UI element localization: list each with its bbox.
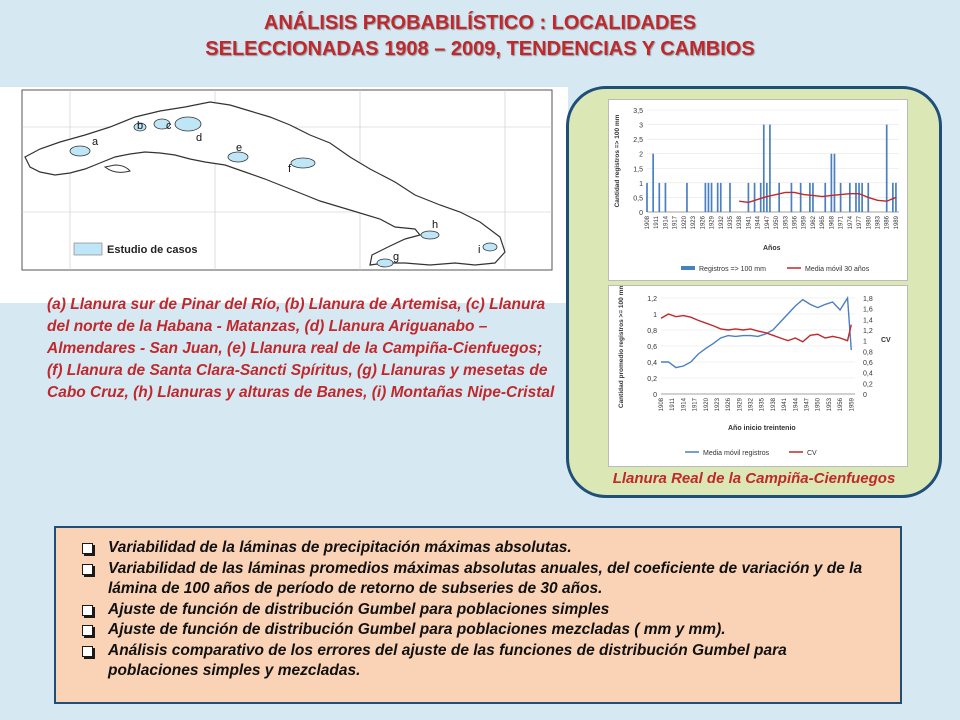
x-tick-label: 1917 bbox=[672, 216, 679, 230]
bar bbox=[809, 183, 811, 212]
y2-tick-label: 1,8 bbox=[863, 296, 873, 303]
chart-records-svg bbox=[609, 100, 907, 280]
region-label-i: i bbox=[478, 244, 481, 256]
bar bbox=[886, 125, 888, 212]
x-tick-label: 1965 bbox=[820, 216, 827, 230]
y2-tick-label: 1,2 bbox=[863, 328, 873, 335]
bar bbox=[834, 154, 836, 212]
bar bbox=[729, 183, 731, 212]
bar bbox=[855, 183, 857, 212]
y-tick-label: 1,2 bbox=[647, 296, 657, 303]
bar bbox=[652, 154, 654, 212]
panel-caption: Llanura Real de la Campiña-Cienfuegos bbox=[612, 470, 896, 487]
map-caption: (a) Llanura sur de Pinar del Río, (b) Llanura de Artemisa, (c) Llanura del norte de la Habana - Matanzas, (d) Llanura Ariguanabo – Almendares - San Juan, (e) Llanura real de la Campiña-Cienfuegos; (f) Llanura de Santa Clara-Sancti Spíritus, (g) Llanuras y mesetas de Cabo Cruz, (h) Llanuras y alturas de Banes, (i) Montañas Nipe-Cristal bbox=[47, 296, 555, 401]
chart-moving-average-cv bbox=[608, 285, 908, 467]
bar bbox=[840, 183, 842, 212]
y-tick-label: 3 bbox=[639, 122, 643, 130]
y2-tick-label: 0,8 bbox=[863, 349, 873, 357]
bar bbox=[717, 183, 719, 212]
y-tick-label: 2 bbox=[639, 151, 643, 159]
series-line-cv bbox=[661, 314, 851, 342]
square-bullet-icon bbox=[82, 646, 93, 657]
x-tick-label: 1962 bbox=[810, 216, 817, 230]
bar bbox=[686, 183, 688, 212]
y2-tick-label: 0,2 bbox=[863, 381, 873, 389]
objective-item bbox=[76, 559, 880, 600]
bar bbox=[763, 125, 765, 212]
x-tick-label: 1944 bbox=[793, 398, 800, 412]
bar bbox=[705, 183, 707, 212]
x-tick-label: 1971 bbox=[838, 216, 845, 230]
objective-text: Ajuste de función de distribución Gumbel para poblaciones mezcladas ( mm y mm). bbox=[108, 621, 726, 638]
cuba-map bbox=[0, 87, 568, 303]
bar bbox=[769, 125, 771, 212]
page-title bbox=[0, 10, 960, 62]
x-tick-label: 1929 bbox=[709, 216, 716, 230]
x-tick-label: 1953 bbox=[826, 398, 833, 412]
y-tick-label: 1,5 bbox=[633, 166, 643, 174]
bar bbox=[831, 154, 833, 212]
bar bbox=[665, 183, 667, 212]
region-label-g: g bbox=[393, 251, 400, 263]
y-tick-label: 0,8 bbox=[647, 328, 657, 335]
x-tick-label: 1956 bbox=[838, 398, 845, 412]
x-tick-label: 1947 bbox=[764, 216, 771, 230]
bar bbox=[754, 183, 756, 212]
cuba-map-svg bbox=[0, 87, 568, 303]
y-axis-label: Cantidad registros => 100 mm bbox=[614, 114, 621, 208]
legend-label-line: Media móvil 30 años bbox=[805, 266, 870, 273]
bar bbox=[892, 183, 894, 212]
x-tick-label: 1935 bbox=[759, 398, 766, 412]
x-tick-label: 1926 bbox=[700, 216, 707, 230]
objective-item bbox=[76, 538, 880, 559]
x-tick-label: 1908 bbox=[645, 216, 651, 230]
legend-swatch bbox=[74, 243, 102, 255]
y2-tick-label: 0 bbox=[863, 392, 867, 399]
chart-records-by-year bbox=[608, 99, 908, 281]
objectives-list bbox=[56, 528, 900, 682]
bar bbox=[711, 183, 713, 212]
x-tick-label: 1935 bbox=[727, 216, 734, 230]
x-tick-label: 1932 bbox=[748, 398, 755, 412]
region-label-d: d bbox=[196, 132, 203, 144]
x-tick-label: 1941 bbox=[782, 398, 789, 412]
y2-tick-label: 0,4 bbox=[863, 370, 873, 378]
legend-label: Estudio de casos bbox=[107, 244, 198, 256]
legend-label-media: Media móvil registros bbox=[703, 450, 770, 457]
objective-item bbox=[76, 620, 880, 641]
y-tick-label: 1 bbox=[639, 180, 643, 188]
x-tick-label: 1974 bbox=[847, 216, 854, 230]
x-tick-label: 1941 bbox=[746, 216, 753, 230]
objective-item bbox=[76, 641, 880, 682]
bar bbox=[646, 183, 648, 212]
y-tick-label: 0 bbox=[639, 210, 643, 217]
x-tick-label: 1923 bbox=[714, 398, 721, 412]
x-tick-label: 1959 bbox=[849, 398, 856, 412]
x-tick-label: 1938 bbox=[770, 398, 777, 412]
x-tick-label: 1950 bbox=[815, 398, 822, 412]
x-tick-label: 1926 bbox=[726, 398, 733, 412]
region-label-c: c bbox=[166, 120, 172, 132]
x-axis-label: Años bbox=[763, 245, 781, 252]
bar bbox=[849, 183, 851, 212]
y-tick-label: 0,4 bbox=[647, 360, 657, 367]
x-tick-label: 1914 bbox=[681, 398, 688, 412]
x-tick-label: 1956 bbox=[792, 216, 799, 230]
region-label-h: h bbox=[432, 219, 439, 231]
region-label-f: f bbox=[288, 163, 292, 175]
title-line-1: ANÁLISIS PROBABILÍSTICO : LOCALIDADES bbox=[263, 12, 697, 34]
y-tick-label: 2,5 bbox=[633, 137, 643, 145]
legend-label-cv: CV bbox=[807, 450, 817, 457]
region-label-e: e bbox=[236, 142, 243, 154]
x-tick-label: 1947 bbox=[804, 398, 811, 412]
x-tick-label: 1938 bbox=[737, 216, 744, 230]
y2-tick-label: 0,6 bbox=[863, 360, 873, 367]
x-tick-label: 1923 bbox=[691, 216, 698, 230]
y2-tick-label: 1,6 bbox=[863, 306, 873, 314]
x-axis-label: Año inicio treintenio bbox=[728, 425, 796, 432]
y-tick-label: 0 bbox=[653, 392, 657, 399]
x-tick-label: 1977 bbox=[857, 215, 864, 230]
x-tick-label: 1932 bbox=[718, 216, 725, 230]
x-tick-label: 1929 bbox=[737, 398, 744, 412]
square-bullet-icon bbox=[82, 605, 93, 616]
y2-axis-label: CV bbox=[881, 337, 891, 344]
square-bullet-icon bbox=[82, 543, 93, 554]
y-tick-label: 0,5 bbox=[633, 195, 643, 203]
x-tick-label: 1920 bbox=[703, 398, 710, 412]
bar bbox=[791, 183, 793, 212]
objective-text: Ajuste de función de distribución Gumbel para poblaciones simples bbox=[108, 600, 610, 618]
x-tick-label: 1968 bbox=[829, 216, 836, 230]
series-line-media-movil bbox=[661, 298, 851, 368]
x-tick-label: 1959 bbox=[801, 216, 808, 230]
x-tick-label: 1908 bbox=[659, 398, 665, 412]
bar bbox=[748, 183, 750, 212]
bar bbox=[760, 183, 762, 212]
objective-text: Análisis comparativo de los errores del ajuste de las funciones de distribución Gumbel para poblaciones simples y mezcladas. bbox=[108, 641, 787, 679]
x-tick-label: 1944 bbox=[755, 216, 762, 230]
region-label-a: a bbox=[92, 136, 99, 148]
bar bbox=[720, 183, 722, 212]
x-tick-label: 1911 bbox=[670, 398, 677, 411]
bar bbox=[861, 183, 863, 212]
objectives-box bbox=[54, 526, 902, 704]
bar bbox=[800, 183, 802, 212]
y-tick-label: 0,6 bbox=[647, 344, 657, 351]
objective-text: Variabilidad de las láminas promedios máximas absolutas anuales, del coeficiente de variación y de la lámina de 100 años de período de retorno de subseries de 30 años. bbox=[108, 559, 863, 597]
x-tick-label: 1980 bbox=[866, 216, 873, 230]
legend-label-bars: Registros => 100 mm bbox=[699, 266, 766, 273]
x-tick-label: 1986 bbox=[884, 216, 891, 230]
square-bullet-icon bbox=[82, 625, 93, 636]
y2-tick-label: 1,4 bbox=[863, 317, 873, 325]
chart-average-svg bbox=[609, 286, 907, 466]
square-bullet-icon bbox=[82, 564, 93, 575]
bar bbox=[824, 183, 826, 212]
bar bbox=[658, 183, 660, 212]
x-tick-label: 1917 bbox=[692, 398, 699, 412]
y-tick-label: 3,5 bbox=[633, 108, 643, 115]
y-tick-label: 1 bbox=[653, 312, 657, 319]
x-tick-label: 1911 bbox=[654, 216, 661, 229]
y-axis-label: Cantidad promedio registros >= 100 mm bbox=[618, 286, 625, 409]
title-line-2: SELECCIONADAS 1908 – 2009, TENDENCIAS Y CAMBIOS bbox=[205, 38, 755, 60]
x-tick-label: 1989 bbox=[893, 216, 900, 230]
objective-item bbox=[76, 600, 880, 621]
bar bbox=[778, 183, 780, 212]
region-label-b: b bbox=[137, 120, 144, 132]
bar bbox=[708, 183, 710, 212]
y2-tick-label: 1 bbox=[863, 338, 867, 346]
objective-text: Variabilidad de la láminas de precipitación máximas absolutas. bbox=[108, 539, 572, 556]
x-tick-label: 1953 bbox=[783, 216, 790, 230]
x-tick-label: 1983 bbox=[875, 216, 882, 230]
y-tick-label: 0,2 bbox=[647, 376, 657, 383]
bar bbox=[812, 183, 814, 212]
x-tick-label: 1920 bbox=[681, 216, 688, 230]
bar bbox=[858, 183, 860, 212]
x-tick-label: 1950 bbox=[774, 216, 781, 230]
x-tick-label: 1914 bbox=[663, 216, 670, 230]
